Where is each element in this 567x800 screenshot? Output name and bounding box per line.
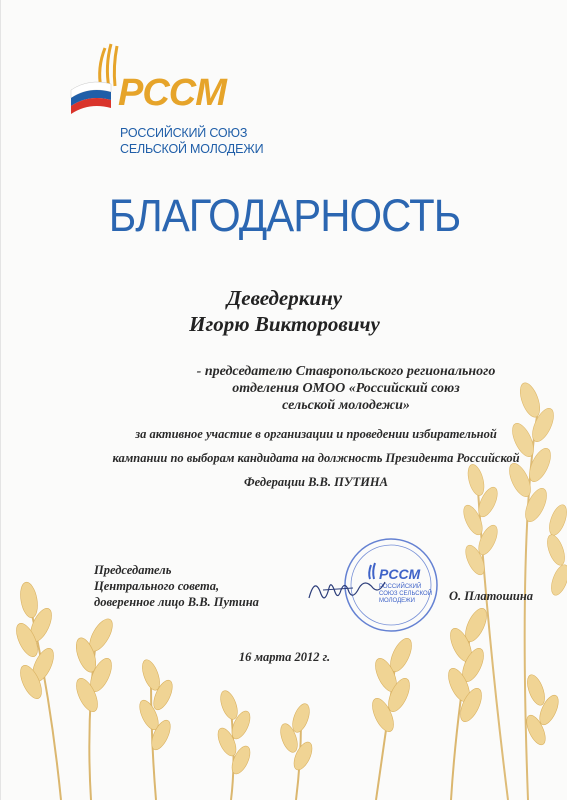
- logo-org-name: [120, 125, 280, 157]
- recipient-surname: Деведеркину: [226, 286, 343, 310]
- handwritten-signature: [301, 570, 391, 610]
- signatory-title: [94, 562, 294, 610]
- certificate-title: БЛАГОДАРНОСТЬ: [108, 190, 461, 241]
- signatory-line3: доверенное лицо В.В. Путина: [94, 595, 259, 609]
- recipient-name: Игорю Викторовичу: [189, 312, 380, 336]
- award-reason: [81, 422, 551, 494]
- logo-brand-text: РССМ: [118, 72, 226, 114]
- stamp-sub3: МОЛОДЕЖИ: [379, 598, 415, 604]
- signatory-line1: Председатель: [94, 563, 172, 577]
- recipient-position: [161, 363, 531, 414]
- stamp-sub1: РОССИЙСКИЙ: [379, 584, 422, 590]
- reason-line3: Федерации В.В. ПУТИНА: [244, 475, 388, 489]
- position-line2: отделения ОМОО «Российский союз: [232, 381, 460, 396]
- position-line3: сельской молодежи»: [282, 398, 410, 413]
- logo-org-line1: РОССИЙСКИЙ СОЮЗ: [120, 126, 248, 140]
- signatory-line2: Центрального совета,: [94, 579, 220, 593]
- logo-org-line2: СЕЛЬСКОЙ МОЛОДЕЖИ: [120, 142, 264, 156]
- stamp-brand: РССМ: [379, 566, 421, 582]
- reason-line1: за активное участие в организации и проведении избирательной: [135, 427, 497, 441]
- reason-line2: кампании по выборам кандидата на должность Президента Российской: [112, 451, 520, 465]
- position-line1: - председателю Ставропольского регионального: [196, 364, 496, 379]
- signatory-name: О. Платошина: [449, 589, 534, 603]
- rssm-logo: [67, 40, 264, 165]
- issue-date: 16 марта 2012 г.: [238, 650, 331, 664]
- stamp-sub2: СОЮЗ СЕЛЬСКОЙ: [379, 591, 433, 597]
